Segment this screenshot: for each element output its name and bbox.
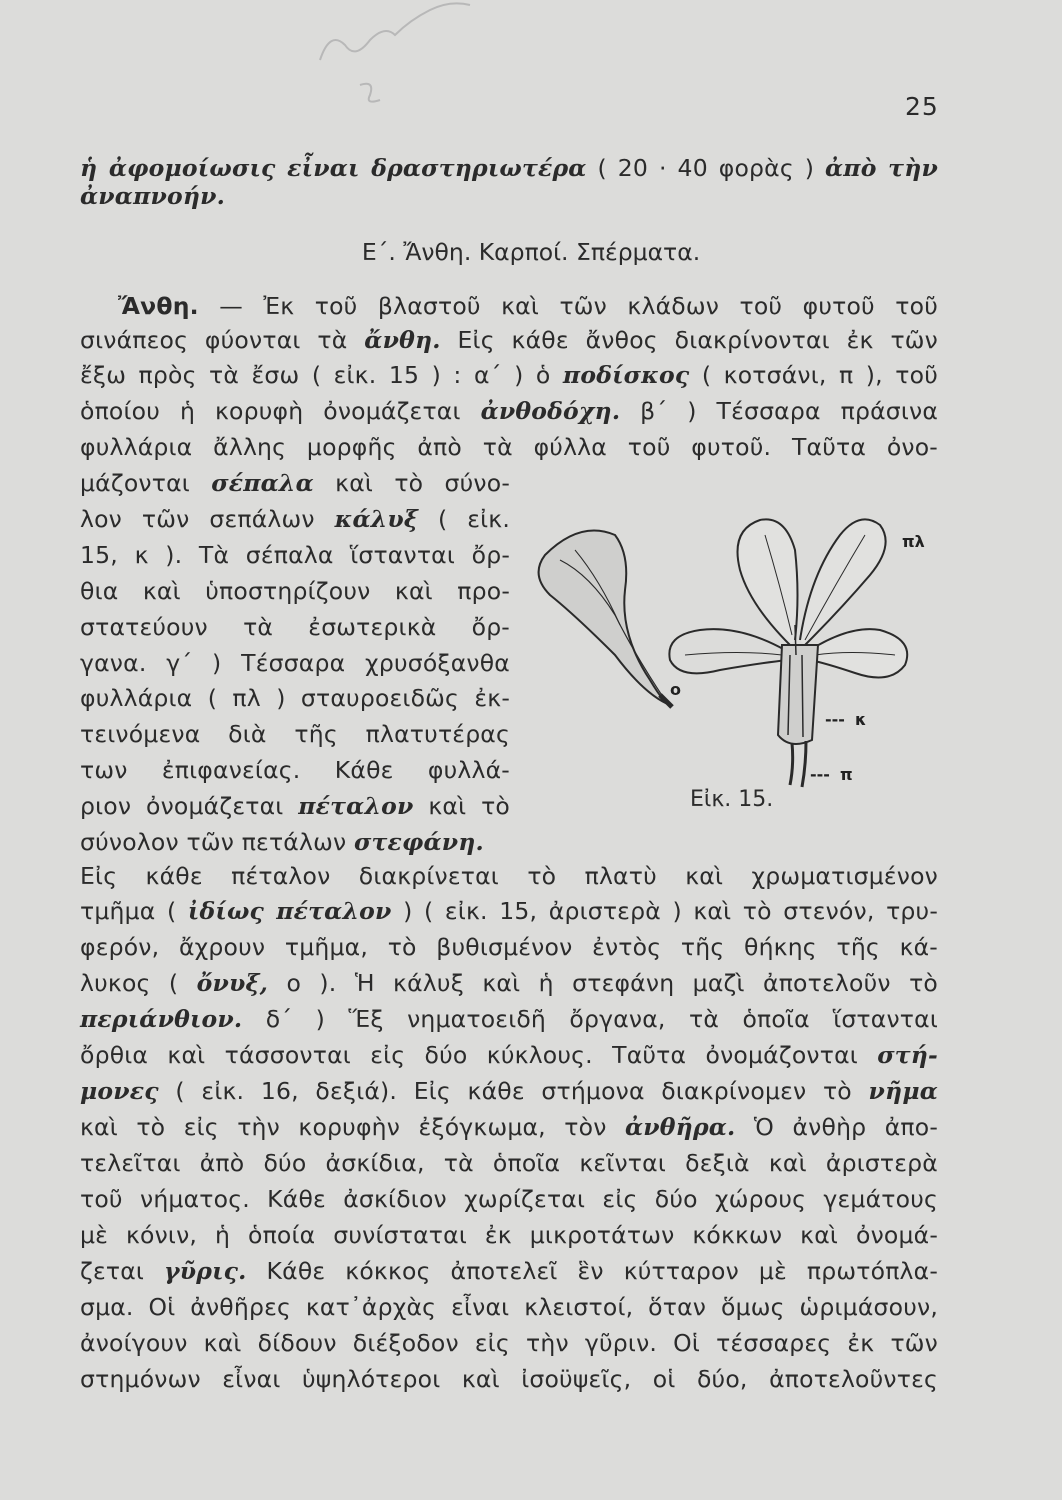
intro-line-1: ἡ ἀφομοίωσις εἶναι δραστηριωτέρα ( 20 · 40 φορὰς ) ἀπὸ τὴν [80,154,938,182]
figure-label-k-dash: --- [825,710,845,729]
wrap-line-10: ριον ὀνομάζεται πέταλον καὶ τὸ [80,792,511,820]
wrap-line-1: μάζονται σέπαλα καὶ τὸ σύνο- [80,469,511,497]
figure-caption: Εἰκ. 15. [690,787,774,812]
flower-illustration [520,495,940,795]
p2-line-7: μονες ( εἰκ. 16, δεξιά). Εἰς κάθε στήμονα διακρίνομεν τὸ νῆμα [80,1077,939,1105]
figure-label-p-dash: --- [810,765,830,784]
figure-label-k: κ [855,710,867,729]
wrap-line-7: φυλλάρια ( πλ ) σταυροειδῶς ἐκ- [80,684,510,712]
wrap-line-9: των ἐπιφανείας. Κάθε φυλλά- [80,756,510,784]
wrap-line-11: σύνολον τῶν πετάλων στεφάνη. [80,828,484,856]
figure-label-pl: πλ [902,532,925,551]
p2-line-1: Εἰς κάθε πέταλον διακρίνεται τὸ πλατὺ καὶ χρωματισμένον [80,862,938,890]
wrap-line-5: στατεύουν τὰ ἐσωτερικὰ ὄρ- [80,613,510,641]
p1-line-1: Ἄνθη. — Ἐκ τοῦ βλαστοῦ καὶ τῶν κλάδων τοῦ φυτοῦ τοῦ [118,292,938,320]
p2-line-5: περιάνθιον. δ΄ ) Ἕξ νηματοειδῆ ὄργανα, τὰ ὁποῖα ἵστανται [80,1005,938,1033]
figure-label-o: ο [670,680,681,699]
p2-line-4: λυκος ( ὄνυξ, ο ). Ἡ κάλυξ καὶ ἡ στεφάνη μαζὶ ἀποτελοῦν τὸ [80,969,939,997]
p1-line-5: φυλλάρια ἄλλης μορφῆς ἀπὸ τὰ φύλλα τοῦ φυτοῦ. Ταῦτα ὀνο- [80,433,938,461]
section-heading: Ε΄. Ἄνθη. Καρποί. Σπέρματα. [361,238,701,266]
p2-line-8: καὶ τὸ εἰς τὴν κορυφὴν ἐξόγκωμα, τὸν ἀνθῆρα. Ὁ ἀνθὴρ ἀπο- [80,1113,939,1141]
wrap-line-2: λον τῶν σεπάλων κάλυξ ( εἰκ. [80,505,510,533]
p2-line-12: ζεται γῦρις. Κάθε κόκκος ἀποτελεῖ ἓν κύτταρον μὲ πρωτόπλα- [80,1257,939,1285]
p2-line-3: φερόν, ἄχρουν τμῆμα, τὸ βυθισμένον ἐντὸς τῆς θήκης τῆς κά- [80,933,938,961]
p2-line-9: τελεῖται ἀπὸ δύο ἀσκίδια, τὰ ὁποῖα κεῖνται δεξιὰ καὶ ἀριστερὰ [80,1149,938,1177]
p2-line-11: μὲ κόνιν, ἡ ὁποία συνίσταται ἐκ μικροτάτων κόκκων καὶ ὀνομά- [80,1221,938,1249]
p2-line-10: τοῦ νήματος. Κάθε ἀσκίδιον χωρίζεται εἰς δύο χώρους γεμάτους [80,1185,938,1213]
wrap-line-8: τεινόμενα διὰ τῆς πλατυτέρας [80,720,510,748]
wrap-line-4: θια καὶ ὑποστηρίζουν καὶ προ- [80,577,510,605]
wrap-line-3: 15, κ ). Τὰ σέπαλα ἵστανται ὄρ- [80,541,510,569]
wrap-line-6: γανα. γ΄ ) Τέσσαρα χρυσόξανθα [80,649,510,677]
pencil-annotation [300,0,500,110]
p1-line-3: ἔξω πρὸς τὰ ἔσω ( εἰκ. 15 ) : α΄ ) ὁ ποδίσκος ( κοτσάνι, π ), τοῦ [80,361,938,389]
p2-line-13: σμα. Οἱ ἀνθῆρες κατ᾽ἀρχὰς εἶναι κλειστοί, ὅταν ὅμως ὡριμάσουν, [80,1293,938,1321]
p2-line-2: τμῆμα ( ἰδίως πέταλον ) ( εἰκ. 15, ἀριστερὰ ) καὶ τὸ στενόν, τρυ- [80,897,939,925]
p1-line-2: σινάπεος φύονται τὰ ἄνθη. Εἰς κάθε ἄνθος διακρίνονται ἐκ τῶν [80,326,939,354]
p1-line-4: ὁποίου ἡ κορυφὴ ὀνομάζεται ἀνθοδόχη. β΄ ) Τέσσαρα πράσινα [80,397,939,425]
p2-line-6: ὄρθια καὶ τάσσονται εἰς δύο κύκλους. Ταῦτα ὀνομάζονται στή- [80,1041,938,1069]
p2-line-15: στημόνων εἶναι ὑψηλότεροι καὶ ἰσοϋψεῖς, οἱ δύο, ἀποτελοῦντες [80,1365,938,1393]
p2-line-14: ἀνοίγουν καὶ δίδουν διέξοδον εἰς τὴν γῦριν. Οἱ τέσσαρες ἐκ τῶν [80,1329,938,1357]
intro-line-2: ἀναπνοήν. [80,182,226,210]
page-number: 25 [905,92,939,121]
figure-label-p: π [840,765,853,784]
